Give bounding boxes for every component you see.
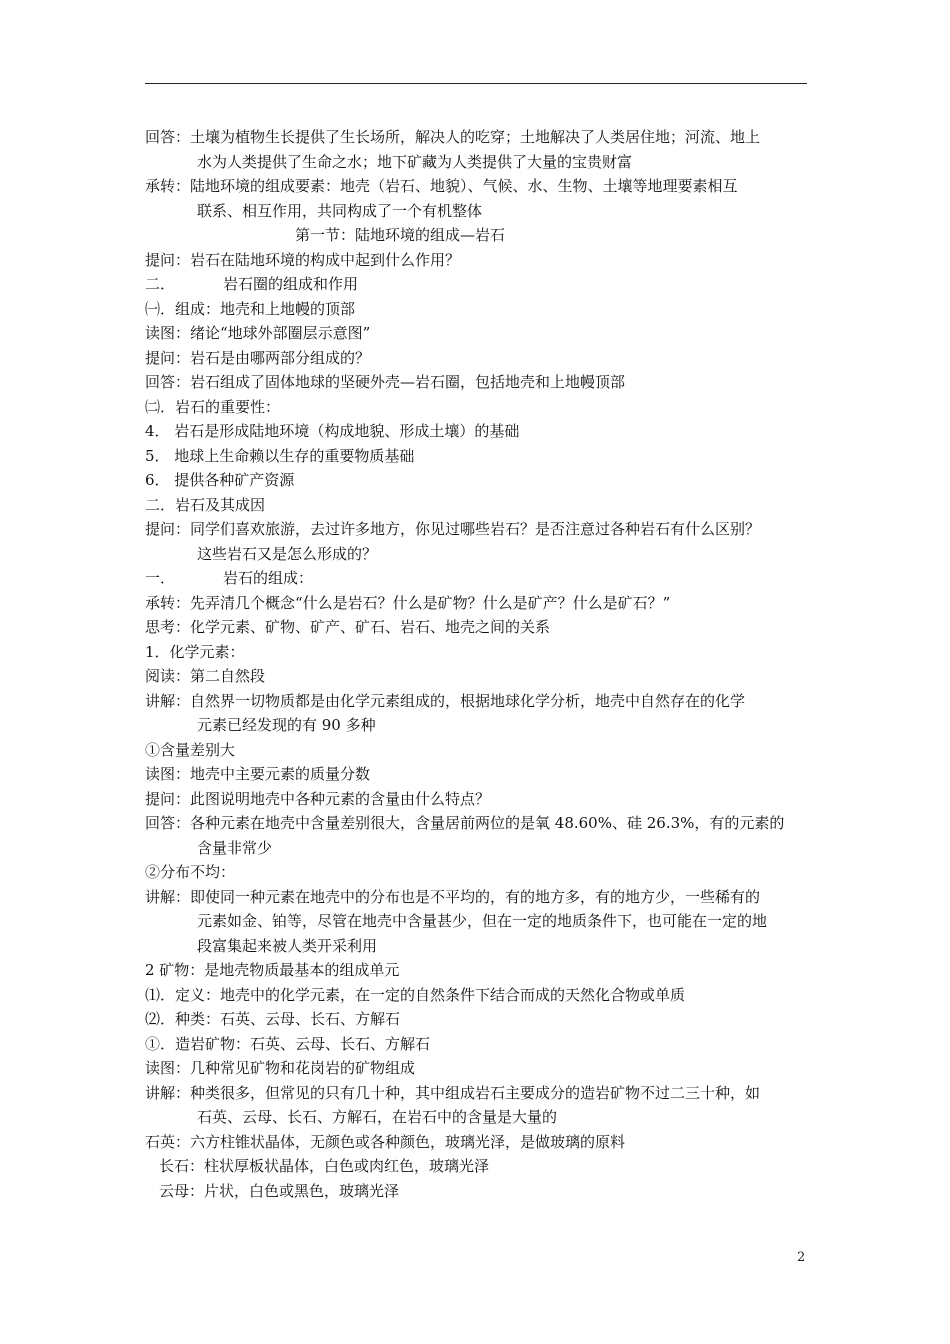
text-line: 读图：地壳中主要元素的质量分数 [145,765,371,783]
list-item: 4． 岩石是形成陆地环境（构成地貌、形成土壤）的基础 [145,422,520,440]
text-line: 二．岩石及其成因 [145,495,266,514]
page-number: 2 [797,1250,806,1265]
document-body [145,125,825,1203]
text-line: 回答：岩石组成了固体地球的坚硬外壳—岩石圈，包括地壳和上地幔顶部 [145,373,626,391]
text-line: 元素如金、铂等，尽管在地壳中含量甚少，但在一定的地质条件下，也可能在一定的地 [197,912,768,930]
list-heading [145,566,825,591]
text-line: 云母：片状，白色或黑色，玻璃光泽 [159,1181,400,1200]
text-line: 2 矿物：是地壳物质最基本的组成单元 [145,961,400,979]
list-item: 6． 提供各种矿产资源 [145,471,295,489]
text-line: 读图：绪论“地球外部圈层示意图” [145,324,371,342]
text-line: 联系、相互作用，共同构成了一个有机整体 [197,201,483,220]
text-line: 回答：土壤为植物生长提供了生长场所，解决人的吃穿；土地解决了人类居住地；河流、地上 [145,128,761,146]
text-line: 提问：此图说明地壳中各种元素的含量由什么特点？ [145,789,491,808]
text-line: ①．造岩矿物：石英、云母、长石、方解石 [145,1034,431,1053]
text-line: 承转：陆地环境的组成要素：地壳（岩石、地貌）、气候、水、生物、土壤等地理要素相互 [145,177,738,195]
text-line: ⑴．定义：地壳中的化学元素，在一定的自然条件下结合而成的天然化合物或单质 [145,985,686,1004]
text-line: 长石：柱状厚板状晶体，白色或肉红色，玻璃光泽 [159,1157,490,1175]
text-line: 1．化学元素： [145,642,245,661]
text-line: 这些岩石又是怎么形成的？ [197,544,378,563]
list-marker: 一． [145,569,176,587]
text-line: 含量非常少 [197,838,273,857]
text-line: 水为人类提供了生命之水；地下矿藏为人类提供了大量的宝贵财富 [197,152,633,171]
text-line: ①含量差别大 [145,740,236,759]
text-line: 讲解：即使同一种元素在地壳中的分布也是不平均的，有的地方多，有的地方少，一些稀有的 [145,887,761,906]
header-rule [145,83,807,84]
text-line: ㈡．岩石的重要性： [145,397,281,416]
text-line: ㈠．组成：地壳和上地幔的顶部 [145,299,356,318]
list-heading-text: 岩石圈的组成和作用 [223,275,359,293]
text-line: 段富集起来被人类开采利用 [197,936,378,955]
text-line: ②分布不均： [145,863,236,881]
text-line: 元素已经发现的有 90 多种 [197,716,376,734]
text-line: 石英：六方柱锥状晶体，无颜色或各种颜色，玻璃光泽，是做玻璃的原料 [145,1132,626,1151]
text-line: 提问：同学们喜欢旅游，去过许多地方，你见过哪些岩石？是否注意过各种岩石有什么区别？ [145,520,761,538]
text-line: 石英、云母、长石、方解石，在岩石中的含量是大量的 [197,1108,558,1126]
section-heading: 第一节：陆地环境的组成—岩石 [295,226,506,244]
list-marker: 二． [145,275,176,293]
text-line: 阅读：第二自然段 [145,667,266,685]
text-line: 思考：化学元素、矿物、矿产、矿石、岩石、地壳之间的关系 [145,618,551,636]
text-line: ⑵．种类：石英、云母、长石、方解石 [145,1010,401,1028]
text-line: 提问：岩石是由哪两部分组成的？ [145,348,371,367]
text-line: 讲解：自然界一切物质都是由化学元素组成的，根据地球化学分析，地壳中自然存在的化学 [145,691,746,710]
text-line: 回答：各种元素在地壳中含量差别很大，含量居前两位的是氧 48.60%、硅 26.3%，有的元素的 [145,814,785,832]
list-heading [145,272,825,297]
text-line: 提问：岩石在陆地环境的构成中起到什么作用？ [145,250,461,269]
text-line: 承转：先弄清几个概念“什么是岩石？什么是矿物？什么是矿产？什么是矿石？” [145,593,671,612]
list-heading-text: 岩石的组成： [223,569,314,587]
list-item: 5． 地球上生命赖以生存的重要物质基础 [145,446,415,465]
text-line: 讲解：种类很多，但常见的只有几十种，其中组成岩石主要成分的造岩矿物不过二三十种，如 [145,1083,761,1102]
text-line: 读图：几种常见矿物和花岗岩的矿物组成 [145,1059,416,1077]
